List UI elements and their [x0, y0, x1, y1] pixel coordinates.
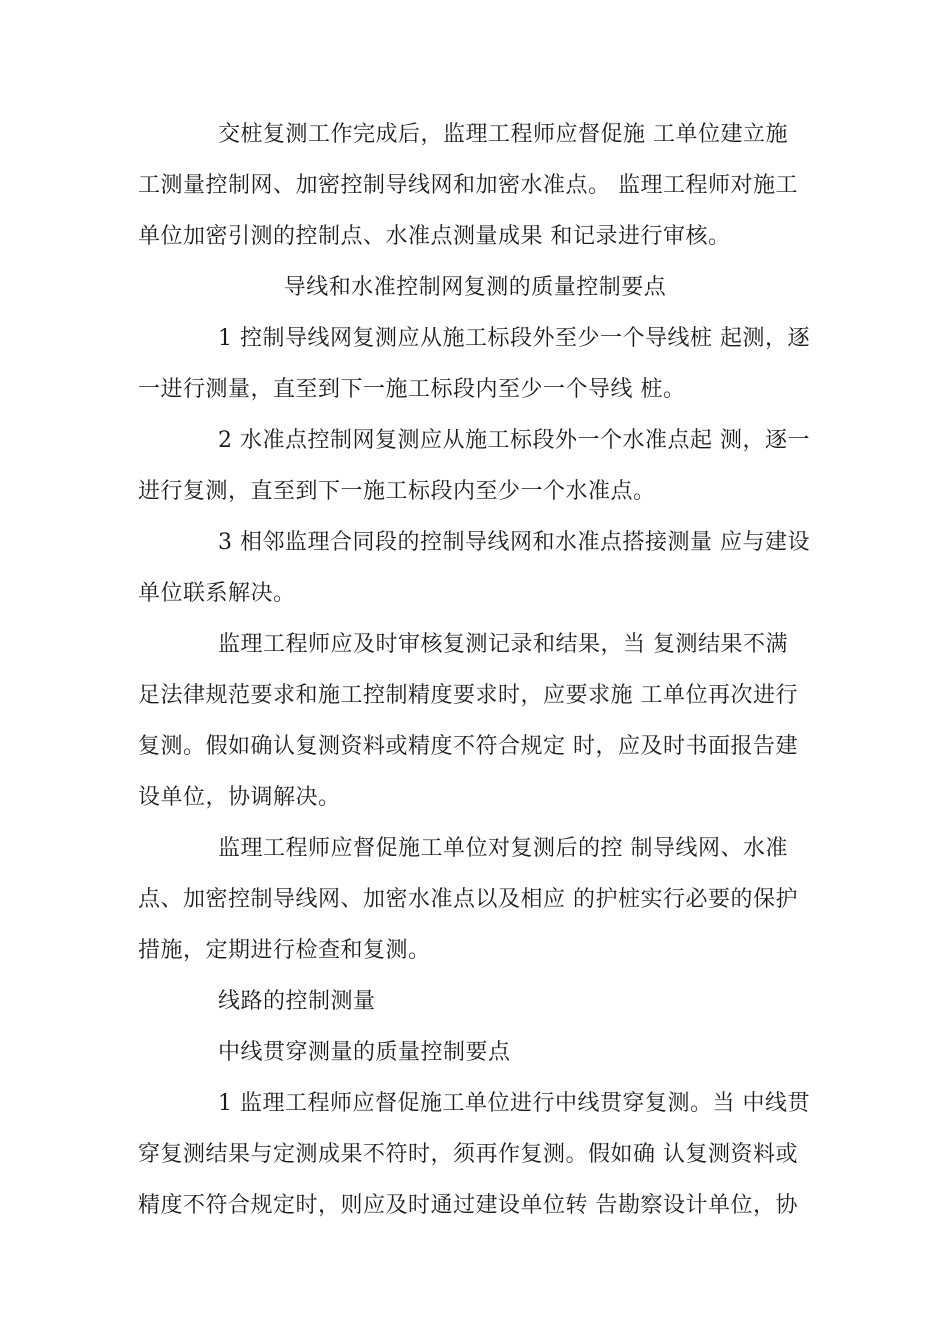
- paragraph-line: 交桩复测工作完成后，监理工程师应督促施 工单位建立施: [218, 122, 788, 147]
- paragraph-line: 监理工程师应督促施工单位对复测后的控 制导线网、水准: [218, 836, 788, 861]
- section-heading: 线路的控制测量: [218, 989, 376, 1014]
- section-heading: 导线和水准控制网复测的质量控制要点: [283, 275, 667, 300]
- paragraph-line: 复测。假如确认复测资料或精度不符合规定 时，应及时书面报告建: [138, 734, 798, 759]
- paragraph-line: 措施，定期进行检查和复测。: [138, 938, 431, 963]
- paragraph-line: 点、加密控制导线网、加密水准点以及相应 的护桩实行必要的保护: [138, 887, 798, 912]
- paragraph-line: 2 水准点控制网复测应从施工标段外一个水准点起 测，逐一: [218, 428, 810, 453]
- paragraph-line: 工测量控制网、加密控制导线网和加密水准点。 监理工程师对施工: [138, 173, 798, 198]
- paragraph-line: 一进行测量，直至到下一施工标段内至少一个导线 桩。: [138, 377, 686, 402]
- section-heading: 中线贯穿测量的质量控制要点: [218, 1040, 511, 1065]
- paragraph-line: 1 控制导线网复测应从施工标段外至少一个导线桩 起测，逐: [218, 326, 810, 351]
- paragraph-line: 1 监理工程师应督促施工单位进行中线贯穿复测。当 中线贯: [218, 1091, 810, 1116]
- paragraph-line: 单位加密引测的控制点、水准点测量成果 和记录进行审核。: [138, 224, 731, 249]
- paragraph-line: 进行复测，直至到下一施工标段内至少一个水准点。: [138, 479, 656, 504]
- paragraph-line: 精度不符合规定时，则应及时通过建设单位转 告勘察设计单位，协: [138, 1193, 798, 1218]
- paragraph-line: 监理工程师应及时审核复测记录和结果，当 复测结果不满: [218, 632, 788, 657]
- paragraph-line: 足法律规范要求和施工控制精度要求时，应要求施 工单位再次进行: [138, 683, 798, 708]
- paragraph-line: 3 相邻监理合同段的控制导线网和水准点搭接测量 应与建设: [218, 530, 810, 555]
- paragraph-line: 穿复测结果与定测成果不符时，须再作复测。假如确 认复测资料或: [138, 1142, 798, 1167]
- paragraph-line: 单位联系解决。: [138, 581, 296, 606]
- paragraph-line: 设单位，协调解决。: [138, 785, 341, 810]
